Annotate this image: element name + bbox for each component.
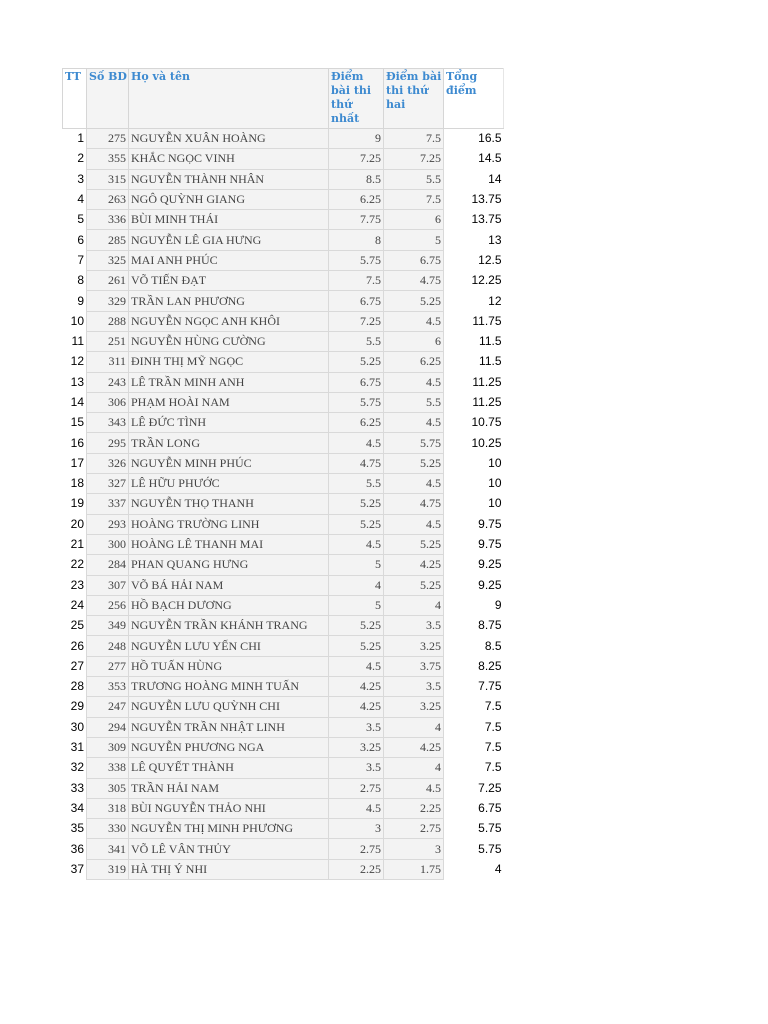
cell-score1: 5.5 [329,474,384,494]
cell-name: HOÀNG LÊ THANH MAI [129,534,329,554]
cell-score1: 5.25 [329,514,384,534]
cell-score2: 6.75 [384,250,444,270]
table-row [63,311,504,331]
cell-score1: 5 [329,555,384,575]
cell-tt: 16 [70,435,84,450]
table-row [63,758,504,778]
cell-sbd: 309 [87,737,129,757]
cell-score2: 5.25 [384,575,444,595]
cell-name: NGUYỄN XUÂN HOÀNG [129,129,329,149]
cell-name: NGUYỄN LƯU QUỲNH CHI [129,697,329,717]
cell-sbd: 349 [87,616,129,636]
cell-sbd: 336 [87,210,129,230]
table-row [63,474,504,494]
cell-tt: 34 [70,800,84,815]
cell-score1: 7.25 [329,149,384,169]
table-row [63,453,504,473]
cell-name: ĐINH THỊ MỸ NGỌC [129,352,329,372]
header-score1: Điểm bài thi thứ nhất [329,69,384,129]
cell-sbd: 293 [87,514,129,534]
cell-score2: 3.25 [384,636,444,656]
cell-score1: 7.75 [329,210,384,230]
table-row [63,798,504,818]
cell-total: 7.5 [484,699,502,714]
cell-total: 11.5 [479,334,502,349]
cell-score1: 5.25 [329,494,384,514]
cell-score2: 4 [384,595,444,615]
cell-score2: 4 [384,758,444,778]
cell-tt: 12 [70,354,84,369]
cell-tt: 22 [70,557,84,572]
table-row [63,372,504,392]
cell-total: 7.25 [478,780,502,795]
cell-sbd: 318 [87,798,129,818]
cell-total: 8.25 [478,658,502,673]
table-row [63,514,504,534]
cell-score1: 6.75 [329,291,384,311]
cell-tt: 35 [70,821,84,836]
cell-score2: 2.25 [384,798,444,818]
cell-sbd: 337 [87,494,129,514]
cell-sbd: 330 [87,819,129,839]
cell-score1: 6.75 [329,372,384,392]
table-row [63,575,504,595]
cell-name: LÊ ĐỨC TÌNH [129,413,329,433]
cell-score1: 5.25 [329,352,384,372]
table-body [63,129,504,880]
cell-tt: 9 [77,293,84,308]
cell-name: VÕ TIẾN ĐẠT [129,271,329,291]
cell-sbd: 263 [87,189,129,209]
cell-tt: 19 [70,496,84,511]
cell-score2: 3.25 [384,697,444,717]
cell-name: BÙI MINH THÁI [129,210,329,230]
cell-score1: 5 [329,595,384,615]
cell-total: 7.5 [484,740,502,755]
cell-score1: 6.25 [329,189,384,209]
cell-score1: 8.5 [329,169,384,189]
table-row [63,717,504,737]
cell-tt: 5 [77,212,84,227]
cell-score1: 3.5 [329,717,384,737]
table-row [63,230,504,250]
cell-score2: 4.5 [384,514,444,534]
cell-score1: 5.5 [329,331,384,351]
cell-name: LÊ HỮU PHƯỚC [129,474,329,494]
cell-total: 10.25 [471,435,502,450]
cell-score2: 4.5 [384,413,444,433]
cell-name: NGUYỄN TRẦN NHẬT LINH [129,717,329,737]
cell-tt: 24 [70,597,84,612]
cell-score1: 4.25 [329,697,384,717]
table-row [63,819,504,839]
cell-total: 9 [494,597,502,612]
header-total: Tổng điểm [444,69,504,129]
cell-score1: 3.25 [329,737,384,757]
table-row [63,494,504,514]
cell-sbd: 343 [87,413,129,433]
cell-name: NGÔ QUỲNH GIANG [129,189,329,209]
table-row [63,677,504,697]
cell-name: VÕ LÊ VÂN THỦY [129,839,329,859]
table-row [63,656,504,676]
cell-total: 7.5 [484,719,502,734]
cell-tt: 21 [70,537,84,552]
cell-score1: 4.75 [329,453,384,473]
cell-tt: 18 [70,476,84,491]
cell-tt: 33 [70,780,84,795]
cell-score2: 5.25 [384,291,444,311]
table-row [63,697,504,717]
cell-total: 9.25 [478,557,502,572]
cell-score2: 5.25 [384,453,444,473]
cell-name: TRẦN HẢI NAM [129,778,329,798]
cell-sbd: 251 [87,331,129,351]
cell-score1: 4 [329,575,384,595]
cell-total: 10 [488,496,502,511]
cell-tt: 1 [77,131,84,146]
table-row [63,595,504,615]
table-row [63,392,504,412]
header-sbd: Số BD [87,69,129,129]
cell-sbd: 261 [87,271,129,291]
cell-score1: 4.5 [329,798,384,818]
cell-total: 13.75 [471,212,502,227]
cell-sbd: 277 [87,656,129,676]
cell-sbd: 294 [87,717,129,737]
cell-total: 7.75 [478,679,502,694]
cell-sbd: 319 [87,859,129,879]
cell-sbd: 353 [87,677,129,697]
table-row [63,859,504,879]
cell-sbd: 247 [87,697,129,717]
cell-sbd: 300 [87,534,129,554]
cell-score1: 5.75 [329,250,384,270]
cell-score2: 7.5 [384,129,444,149]
cell-score2: 4.5 [384,311,444,331]
cell-score2: 5.5 [384,169,444,189]
cell-score1: 2.75 [329,839,384,859]
header-row [63,69,504,129]
cell-score1: 6.25 [329,413,384,433]
cell-tt: 32 [70,760,84,775]
cell-total: 11.5 [479,354,502,369]
cell-name: LÊ TRẦN MINH ANH [129,372,329,392]
cell-total: 12 [488,293,502,308]
cell-tt: 29 [70,699,84,714]
cell-tt: 8 [77,273,84,288]
cell-total: 5.75 [478,821,502,836]
cell-sbd: 329 [87,291,129,311]
table-row [63,271,504,291]
cell-score1: 4.5 [329,433,384,453]
cell-score1: 5.25 [329,616,384,636]
cell-score1: 2.75 [329,778,384,798]
cell-total: 8.75 [478,618,502,633]
cell-score2: 2.75 [384,819,444,839]
cell-name: NGUYỄN THỊ MINH PHƯƠNG [129,819,329,839]
cell-sbd: 355 [87,149,129,169]
cell-name: HÀ THỊ Ý NHI [129,859,329,879]
cell-score1: 4.25 [329,677,384,697]
cell-score2: 3.5 [384,616,444,636]
cell-name: NGUYỄN THÀNH NHÂN [129,169,329,189]
cell-name: TRƯƠNG HOÀNG MINH TUẤN [129,677,329,697]
cell-sbd: 243 [87,372,129,392]
table-row [63,433,504,453]
cell-score2: 4 [384,717,444,737]
table-row [63,839,504,859]
cell-sbd: 284 [87,555,129,575]
cell-tt: 27 [70,658,84,673]
cell-score1: 7.25 [329,311,384,331]
cell-name: NGUYỄN HÙNG CƯỜNG [129,331,329,351]
cell-sbd: 305 [87,778,129,798]
cell-total: 10.75 [471,415,502,430]
cell-tt: 11 [71,334,84,349]
cell-score2: 4.5 [384,474,444,494]
cell-name: VÕ BÁ HẢI NAM [129,575,329,595]
cell-score2: 4.5 [384,778,444,798]
cell-name: PHẠM HOÀI NAM [129,392,329,412]
header-tt: TT [63,69,87,129]
cell-total: 11.25 [472,374,502,389]
table-row [63,169,504,189]
cell-sbd: 338 [87,758,129,778]
cell-tt: 2 [77,151,84,166]
cell-sbd: 325 [87,250,129,270]
cell-score1: 9 [329,129,384,149]
cell-score2: 5.75 [384,433,444,453]
cell-name: BÙI NGUYỄN THẢO NHI [129,798,329,818]
cell-score2: 4.5 [384,372,444,392]
cell-sbd: 295 [87,433,129,453]
cell-tt: 10 [70,313,84,328]
cell-total: 9.25 [478,577,502,592]
cell-total: 10 [488,455,502,470]
cell-score1: 3.5 [329,758,384,778]
cell-tt: 30 [70,719,84,734]
cell-name: NGUYỄN PHƯƠNG NGA [129,737,329,757]
cell-total: 12.5 [478,252,502,267]
cell-total: 11.25 [472,395,502,409]
cell-total: 9.75 [478,537,502,552]
cell-score1: 5.25 [329,636,384,656]
cell-name: TRẦN LAN PHƯƠNG [129,291,329,311]
cell-score2: 3.5 [384,677,444,697]
table-row [63,534,504,554]
cell-tt: 14 [70,395,84,409]
cell-name: KHẮC NGỌC VINH [129,149,329,169]
cell-score2: 6 [384,210,444,230]
cell-total: 12.25 [471,273,502,288]
cell-score2: 6 [384,331,444,351]
cell-name: NGUYỄN LÊ GIA HƯNG [129,230,329,250]
cell-total: 16.5 [478,131,502,146]
cell-score1: 7.5 [329,271,384,291]
cell-score1: 2.25 [329,859,384,879]
cell-tt: 3 [77,171,84,186]
cell-total: 11.75 [472,313,502,328]
cell-tt: 26 [70,638,84,653]
table-row [63,555,504,575]
cell-total: 10 [488,476,502,491]
cell-score2: 7.25 [384,149,444,169]
cell-score2: 3 [384,839,444,859]
cell-total: 14.5 [478,151,502,166]
cell-name: HOÀNG TRƯỜNG LINH [129,514,329,534]
table-row [63,352,504,372]
table-row [63,636,504,656]
cell-score2: 1.75 [384,859,444,879]
cell-tt: 20 [70,516,84,531]
cell-tt: 36 [70,841,84,856]
cell-sbd: 306 [87,392,129,412]
header-name: Họ và tên [129,69,329,129]
cell-name: HỒ BẠCH DƯƠNG [129,595,329,615]
cell-sbd: 307 [87,575,129,595]
cell-name: NGUYỄN THỌ THANH [129,494,329,514]
cell-score2: 4.25 [384,555,444,575]
table-row [63,331,504,351]
cell-score1: 3 [329,819,384,839]
cell-sbd: 311 [87,352,129,372]
cell-score2: 5 [384,230,444,250]
cell-total: 6.75 [478,800,502,815]
cell-tt: 4 [77,192,84,207]
cell-total: 8.5 [484,638,502,653]
cell-tt: 31 [70,740,84,755]
table-row [63,291,504,311]
cell-score1: 5.75 [329,392,384,412]
cell-sbd: 275 [87,129,129,149]
table-row [63,778,504,798]
cell-sbd: 315 [87,169,129,189]
cell-name: NGUYỄN TRẦN KHÁNH TRANG [129,616,329,636]
cell-name: TRẦN LONG [129,433,329,453]
cell-tt: 23 [70,577,84,592]
cell-name: HỒ TUẤN HÙNG [129,656,329,676]
cell-name: PHAN QUANG HƯNG [129,555,329,575]
results-table [62,68,504,880]
cell-name: MAI ANH PHÚC [129,250,329,270]
cell-sbd: 285 [87,230,129,250]
cell-total: 5.75 [478,841,502,856]
table-row [63,149,504,169]
cell-score1: 4.5 [329,656,384,676]
table-row [63,210,504,230]
cell-sbd: 327 [87,474,129,494]
cell-total: 9.75 [478,516,502,531]
cell-tt: 17 [70,455,84,470]
cell-tt: 28 [70,679,84,694]
cell-total: 14 [488,171,502,186]
cell-name: NGUYỄN NGỌC ANH KHÔI [129,311,329,331]
cell-sbd: 256 [87,595,129,615]
cell-score2: 4.75 [384,271,444,291]
cell-tt: 6 [77,232,84,247]
header-score2: Điểm bài thi thứ hai [384,69,444,129]
cell-sbd: 341 [87,839,129,859]
cell-score2: 7.5 [384,189,444,209]
cell-sbd: 288 [87,311,129,331]
cell-sbd: 326 [87,453,129,473]
table-row [63,413,504,433]
cell-score1: 8 [329,230,384,250]
cell-tt: 13 [70,374,84,389]
cell-name: LÊ QUYẾT THÀNH [129,758,329,778]
cell-sbd: 248 [87,636,129,656]
cell-total: 13 [488,232,502,247]
cell-tt: 37 [70,861,84,876]
cell-total: 4 [494,861,502,876]
cell-name: NGUYỄN MINH PHÚC [129,453,329,473]
table-row [63,189,504,209]
cell-total: 7.5 [484,760,502,775]
cell-score2: 4.25 [384,737,444,757]
table-row [63,129,504,149]
cell-score2: 3.75 [384,656,444,676]
cell-total: 13.75 [471,192,502,207]
table-row [63,250,504,270]
cell-name: NGUYỄN LƯU YẾN CHI [129,636,329,656]
table-row [63,737,504,757]
cell-score2: 5.25 [384,534,444,554]
cell-tt: 7 [77,252,84,267]
cell-tt: 15 [70,415,84,430]
table-row [63,616,504,636]
cell-score2: 5.5 [384,392,444,412]
cell-score2: 4.75 [384,494,444,514]
cell-tt: 25 [70,618,84,633]
cell-score1: 4.5 [329,534,384,554]
cell-score2: 6.25 [384,352,444,372]
